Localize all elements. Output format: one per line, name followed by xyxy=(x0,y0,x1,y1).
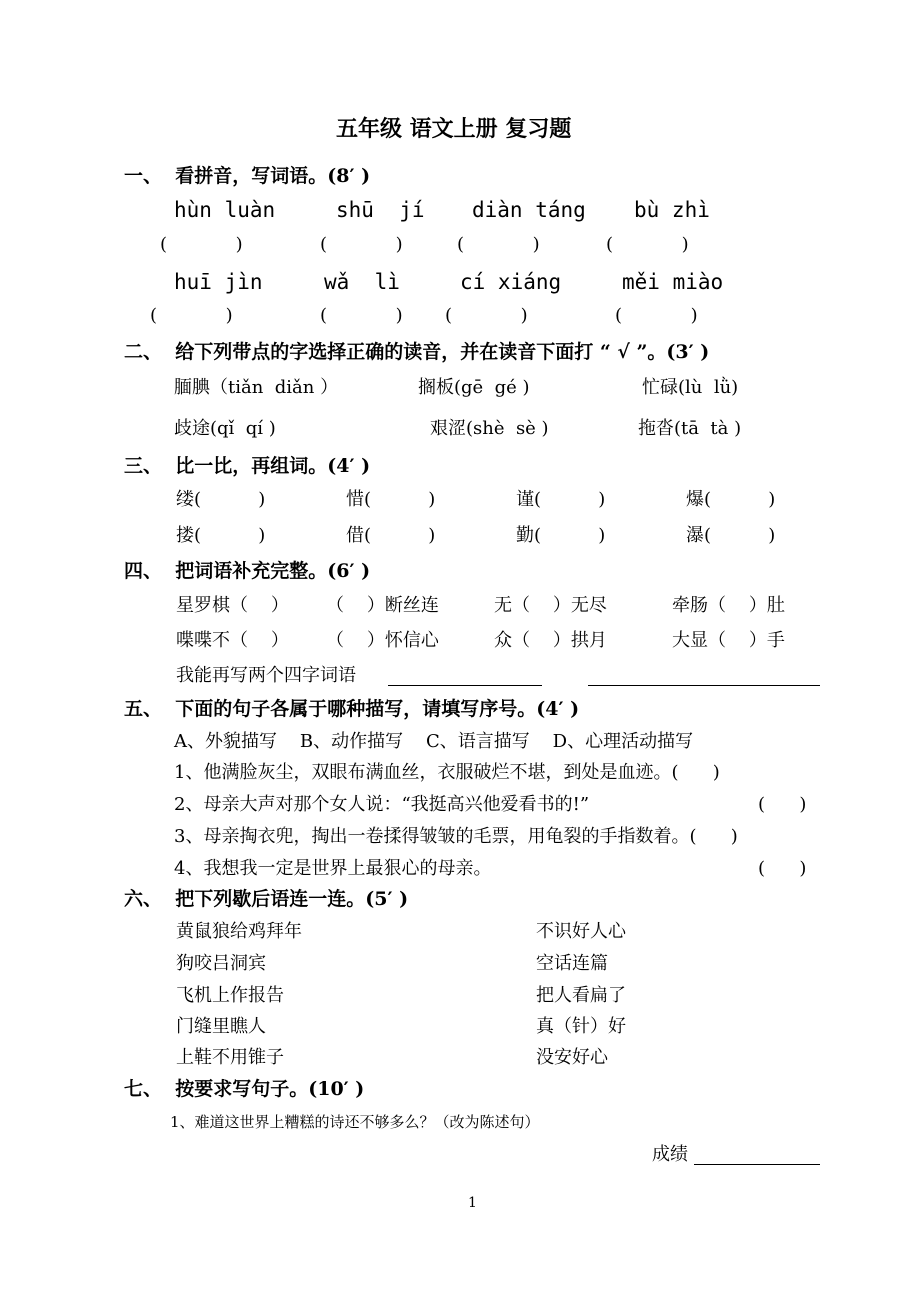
section-7-heading: 七、 按要求写句子。(10′ ) xyxy=(124,1078,365,1100)
idiom-item[interactable]: 众（ ）拱月 xyxy=(494,630,607,651)
pinyin-1: hùn luàn xyxy=(174,198,276,222)
answer-paren[interactable]: ( ) xyxy=(615,305,698,326)
idiom-item[interactable]: （ ）怀信心 xyxy=(326,630,439,651)
compare-item[interactable]: 爆( ) xyxy=(686,489,776,510)
compare-item[interactable]: 勤( ) xyxy=(516,525,606,546)
compare-item[interactable]: 谨( ) xyxy=(516,489,606,510)
compare-item[interactable]: 瀑( ) xyxy=(686,525,776,546)
section-5-heading: 五、 下面的句子各属于哪种描写，请填写序号。(4′ ) xyxy=(124,698,580,720)
answer-paren[interactable]: ( ) xyxy=(758,858,807,879)
answer-paren[interactable]: ( ) xyxy=(457,234,540,255)
proverb-left[interactable]: 上鞋不用锥子 xyxy=(176,1047,284,1068)
pinyin-2: shū jí xyxy=(336,198,425,222)
extra-idiom-prompt: 我能再写两个四字词语 xyxy=(176,665,356,686)
proverb-left[interactable]: 门缝里瞧人 xyxy=(176,1016,266,1037)
pinyin-8: měi miào xyxy=(622,270,724,294)
pinyin-5: huī jìn xyxy=(174,270,263,294)
compare-item[interactable]: 缕( ) xyxy=(176,489,266,510)
sentence-question-1: 1、难道这世界上糟糕的诗还不够多么？（改为陈述句） xyxy=(170,1113,540,1131)
section-6-heading: 六、 把下列歇后语连一连。(5′ ) xyxy=(124,888,409,910)
idiom-item[interactable]: 星罗棋（ ） xyxy=(176,595,289,616)
proverb-left[interactable]: 狗咬吕洞宾 xyxy=(176,953,266,974)
pinyin-3: diàn táng xyxy=(472,198,586,222)
proverb-right[interactable]: 真（针）好 xyxy=(536,1016,626,1037)
reading-item: 搁板(gē gé ) xyxy=(418,377,530,398)
idiom-item[interactable]: 喋喋不（ ） xyxy=(176,630,289,651)
proverb-right[interactable]: 没安好心 xyxy=(536,1047,608,1068)
reading-item: 歧途(qǐ qí ) xyxy=(174,418,276,439)
compare-item[interactable]: 搂( ) xyxy=(176,525,266,546)
reading-item: 艰涩(shè sè ) xyxy=(430,418,549,439)
section-2-heading: 二、 给下列带点的字选择正确的读音，并在读音下面打 “ √ ”。(3′ ) xyxy=(124,341,710,363)
pinyin-6: wǎ lì xyxy=(324,270,400,294)
section-1-heading: 一、 看拼音，写词语。(8′ ) xyxy=(124,165,371,187)
pinyin-4: bù zhì xyxy=(634,198,710,222)
answer-paren[interactable]: ( ) xyxy=(160,234,243,255)
score-line[interactable] xyxy=(694,1164,820,1165)
reading-item: 忙碌(lù lǜ) xyxy=(642,377,739,398)
proverb-right[interactable]: 不识好人心 xyxy=(536,921,626,942)
idiom-item[interactable]: （ ）断丝连 xyxy=(326,595,439,616)
reading-item: 腼腆（tiǎn diǎn ） xyxy=(174,377,339,398)
question-4: 4、我想我一定是世界上最狠心的母亲。 xyxy=(174,858,492,879)
question-3: 3、母亲掏衣兜，掏出一卷揉得皱皱的毛票，用龟裂的手指数着。( ) xyxy=(174,826,738,847)
answer-line[interactable] xyxy=(588,685,820,686)
reading-item: 拖沓(tā tà ) xyxy=(638,418,742,439)
answer-paren[interactable]: ( ) xyxy=(606,234,689,255)
proverb-right[interactable]: 空话连篇 xyxy=(536,953,608,974)
answer-paren[interactable]: ( ) xyxy=(150,305,233,326)
proverb-left[interactable]: 飞机上作报告 xyxy=(176,985,284,1006)
section-4-heading: 四、 把词语补充完整。(6′ ) xyxy=(124,560,371,582)
pinyin-7: cí xiáng xyxy=(460,270,562,294)
answer-paren[interactable]: ( ) xyxy=(320,305,403,326)
answer-line[interactable] xyxy=(388,685,542,686)
proverb-right[interactable]: 把人看扁了 xyxy=(536,985,626,1006)
answer-paren[interactable]: ( ) xyxy=(320,234,403,255)
compare-item[interactable]: 借( ) xyxy=(346,525,436,546)
section-3-heading: 三、 比一比，再组词。(4′ ) xyxy=(124,455,371,477)
page-number: 1 xyxy=(468,1195,477,1211)
question-2: 2、母亲大声对那个女人说：“我挺高兴他爱看书的!” xyxy=(174,794,590,815)
idiom-item[interactable]: 无（ ）无尽 xyxy=(494,595,607,616)
question-1: 1、他满脸灰尘，双眼布满血丝，衣服破烂不堪，到处是血迹。( ) xyxy=(174,762,720,783)
page-title: 五年级 语文上册 复习题 xyxy=(336,116,572,142)
answer-paren[interactable]: ( ) xyxy=(445,305,528,326)
idiom-item[interactable]: 牵肠（ ）肚 xyxy=(672,595,785,616)
score-label: 成绩 xyxy=(652,1144,688,1165)
proverb-left[interactable]: 黄鼠狼给鸡拜年 xyxy=(176,921,302,942)
compare-item[interactable]: 惜( ) xyxy=(346,489,436,510)
description-options: A、外貌描写 B、动作描写 C、语言描写 D、心理活动描写 xyxy=(174,731,694,752)
answer-paren[interactable]: ( ) xyxy=(758,794,807,815)
idiom-item[interactable]: 大显（ ）手 xyxy=(672,630,785,651)
